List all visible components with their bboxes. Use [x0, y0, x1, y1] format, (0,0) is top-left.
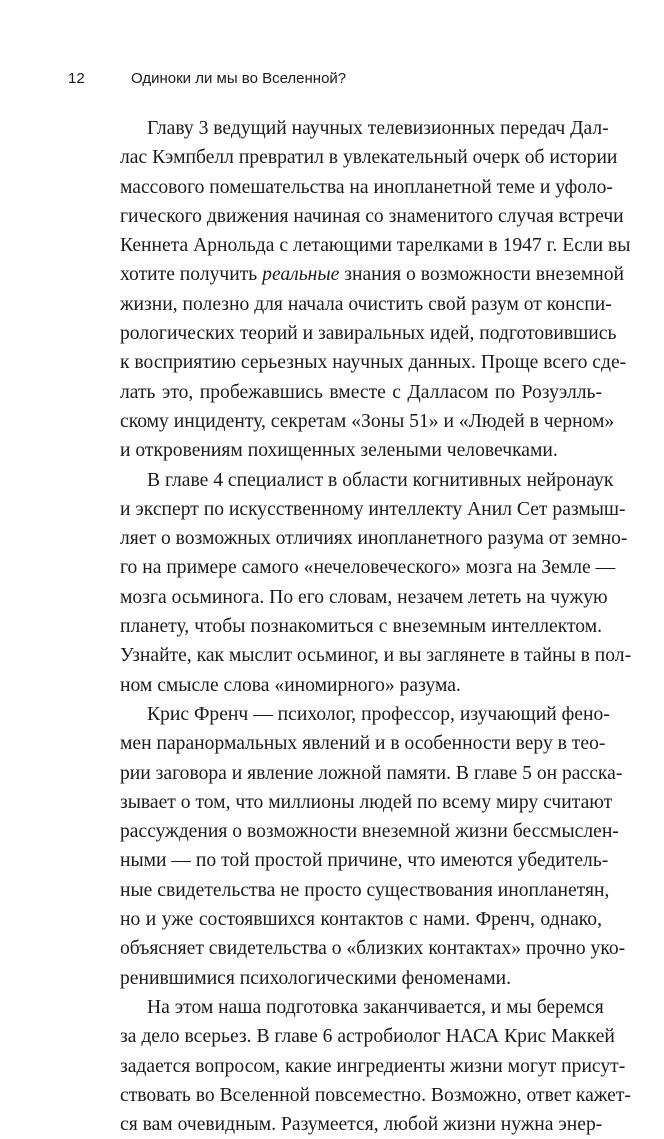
paragraph — [120, 466, 632, 700]
text-line: ном смысле слова «иномирного» разума. — [120, 674, 461, 696]
text-line: жизни, полезно для начала очистить свой разум от конспи- — [120, 293, 612, 315]
text-line: и эксперт по искусственному интеллекту Анил Сет размыш- — [120, 498, 626, 520]
text-line: рологических теорий и завиральных идей, подготовившись — [120, 323, 617, 345]
text-line: скому инциденту, секретам «Зоны 51» и «Людей в черном» — [120, 410, 615, 432]
text-line: Кеннета Арнольда с летающими тарелками в 1947 г. Если вы — [120, 235, 631, 257]
emphasized-word: реальные — [262, 264, 340, 286]
text-line: рии заговора и явление ложной памяти. В главе 5 он расска- — [120, 762, 623, 784]
text-line: мозга осьминога. По его словам, незачем лететь на чужую — [120, 586, 608, 608]
text-line: ляет о возможных отличиях инопланетного разума от земно- — [120, 528, 628, 550]
text-line-with-emphasis — [120, 260, 625, 289]
text-line: объясняет свидетельства о «близких контактах» прочно уко- — [120, 938, 626, 960]
body-text — [120, 114, 632, 1139]
text-line: Главу 3 ведущий научных телевизионных передач Дал- — [147, 118, 609, 139]
paragraph — [120, 700, 626, 993]
text-line: лас Кэмпбелл превратил в увлекательный очерк об истории — [120, 147, 618, 169]
text-line: планету, чтобы познакомиться с внеземным интеллектом. — [120, 616, 602, 638]
text-line: Крис Френч — психолог, профессор, изучающий фено- — [147, 703, 610, 725]
text-line: ренившимися психологическими феноменами. — [120, 967, 512, 989]
text-line: зывает о том, что миллионы людей по всему миру считают — [120, 791, 613, 813]
text-line: ся вам очевидным. Разумеется, любой жизни нужна энер- — [120, 1114, 603, 1136]
text-line: к восприятию серьезных научных данных. Проще всего сде- — [120, 352, 627, 374]
running-header — [68, 70, 608, 94]
text-line: и откровениям похищенных зелеными человечками. — [120, 440, 558, 462]
page-number: 12 — [68, 70, 85, 87]
paragraph — [120, 114, 631, 466]
text-line: задается вопросом, какие ингредиенты жизни могут присут- — [120, 1055, 626, 1077]
text-line: ные свидетельства не просто существования инопланетян, — [120, 879, 610, 901]
text-line: го на примере самого «нечеловеческого» мозга на Земле — — [120, 557, 616, 579]
text-line: В главе 4 специалист в области когнитивных нейронаук — [147, 469, 614, 491]
text-line: гического движения начиная со знаменитого случая встречи — [120, 205, 624, 227]
text-line: рассуждения о возможности внеземной жизни бессмыслен- — [120, 821, 619, 843]
text-line: лать это, пробежавшись вместе с Далласом по Розуэлль- — [120, 381, 602, 403]
text-line: На этом наша подготовка заканчивается, и мы беремся — [147, 996, 604, 1018]
text-fragment: хотите получить — [120, 264, 263, 286]
paragraph — [120, 993, 631, 1139]
text-line: мен паранормальных явлений и в особенности веру в тео- — [120, 733, 606, 755]
text-line: за дело всерьез. В главе 6 астробиолог НАСА Крис Маккей — [120, 1026, 615, 1048]
text-line: ными — по той простой причине, что имеются убедитель- — [120, 850, 609, 872]
text-line: ствовать во Вселенной повсеместно. Возможно, ответ кажет- — [120, 1084, 631, 1106]
text-line: Узнайте, как мыслит осьминог, и вы заглянете в тайны в пол- — [120, 645, 632, 667]
text-line: массового помешательства на инопланетной теме и уфоло- — [120, 176, 613, 198]
text-line: но и уже состоявшихся контактов с нами. Френч, однако, — [120, 909, 602, 931]
text-fragment: знания о возможности внеземной — [339, 264, 625, 286]
running-title: Одиноки ли мы во Вселенной? — [131, 70, 347, 87]
